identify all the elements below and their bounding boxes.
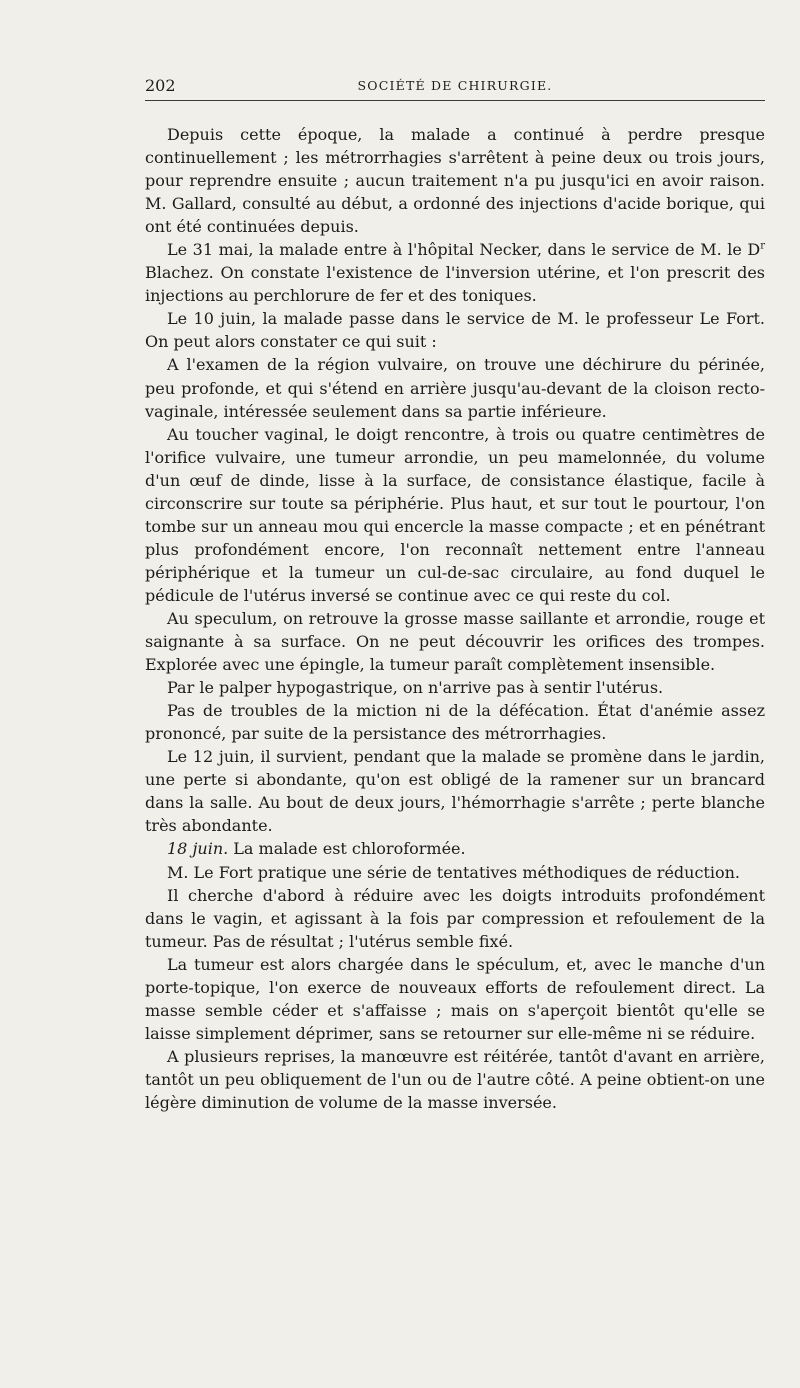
paragraph: Il cherche d'abord à réduire avec les doigts introduits profondément dans le vagin, et agissant à la fois par compression et refoulement de la tumeur. Pas de résultat ; l'utérus semble fixé.	[145, 885, 765, 951]
paragraph: La tumeur est alors chargée dans le spéculum, et, avec le manche d'un porte-topique, l'on exerce de nouveaux efforts de refoulement direct. La masse semble céder et s'affaisse ; mais on s'aperçoit bientôt qu'elle se laisse simplement déprimer, sans se retourner sur elle-même ni se réduire.	[145, 954, 765, 1043]
page-number: 202	[145, 76, 176, 95]
paragraph: Pas de troubles de la miction ni de la défécation. État d'anémie assez prononcé, par suite de la persistance des métrorrhagies.	[145, 701, 765, 744]
paragraph: Le 10 juin, la malade passe dans le service de M. le professeur Le Fort. On peut alors constater ce qui suit :	[145, 309, 765, 352]
paragraph: A plusieurs reprises, la manœuvre est réitérée, tantôt d'avant en arrière, tantôt un peu obliquement de l'un ou de l'autre côté. A peine obtient-on une légère diminution de volume de la masse inversée.	[145, 1046, 765, 1112]
paragraph: Le 31 mai, la malade entre à l'hôpital Necker, dans le service de M. le $D^r$ Blachez. On constate l'existence de l'inversion utérine, et l'on prescrit des injections au perchlorure de fer et des toniques.	[145, 240, 765, 306]
journal-title: SOCIÉTÉ DE CHIRURGIE.	[357, 78, 553, 93]
paragraph: Au toucher vaginal, le doigt rencontre, à trois ou quatre centimètres de l'orifice vulvaire, une tumeur arrondie, un peu mamelonnée, du volume d'un œuf de dinde, lisse à la surface, de consistance élastique, facile à circonscrire sur toute sa périphérie. Plus haut, et sur tout le pourtour, l'on tombe sur un anneau mou qui encercle la masse compacte ; et en pénétrant plus profondément encore, l'on reconnaît nettement entre l'anneau périphérique et la tumeur un cul-de-sac circulaire, au fond duquel le pédicule de l'utérus inversé se continue avec ce qui reste du col.	[145, 424, 765, 605]
superscript: r	[760, 240, 765, 252]
paragraph: A l'examen de la région vulvaire, on trouve une déchirure du périnée, peu profonde, et qui s'étend en arrière jusqu'au-devant de la cloison recto-vaginale, intéressée seulement dans sa partie inférieure.	[145, 355, 765, 421]
body-text	[145, 123, 765, 1114]
running-head	[145, 72, 765, 101]
paragraph: Par le palper hypogastrique, on n'arrive pas à sentir l'utérus.	[167, 678, 664, 698]
date-label: 18 juin.	[167, 839, 229, 859]
paragraph: Depuis cette époque, la malade a continué à perdre presque continuellement ; les métrorrhagies s'arrêtent à peine deux ou trois jours, pour reprendre ensuite ; aucun traitement n'a pu jusqu'ici en avoir raison. M. Gallard, consulté au début, a ordonné des injections d'acide borique, qui ont été continuées depuis.	[145, 125, 765, 237]
page	[145, 72, 765, 1114]
paragraph: 18 juin. La malade est chloroformée.	[167, 839, 466, 859]
paragraph: M. Le Fort pratique une série de tentatives méthodiques de réduction.	[167, 862, 740, 882]
paragraph: Au speculum, on retrouve la grosse masse saillante et arrondie, rouge et saignante à sa surface. On ne peut découvrir les orifices des trompes. Explorée avec une épingle, la tumeur paraît complètement insensible.	[145, 608, 765, 675]
paragraph: Le 12 juin, il survient, pendant que la malade se promène dans le jardin, une perte si abondante, qu'on est obligé de la ramener sur un brancard dans la salle. Au bout de deux jours, l'hémorrhagie s'arrête ; perte blanche très abondante.	[145, 747, 765, 836]
